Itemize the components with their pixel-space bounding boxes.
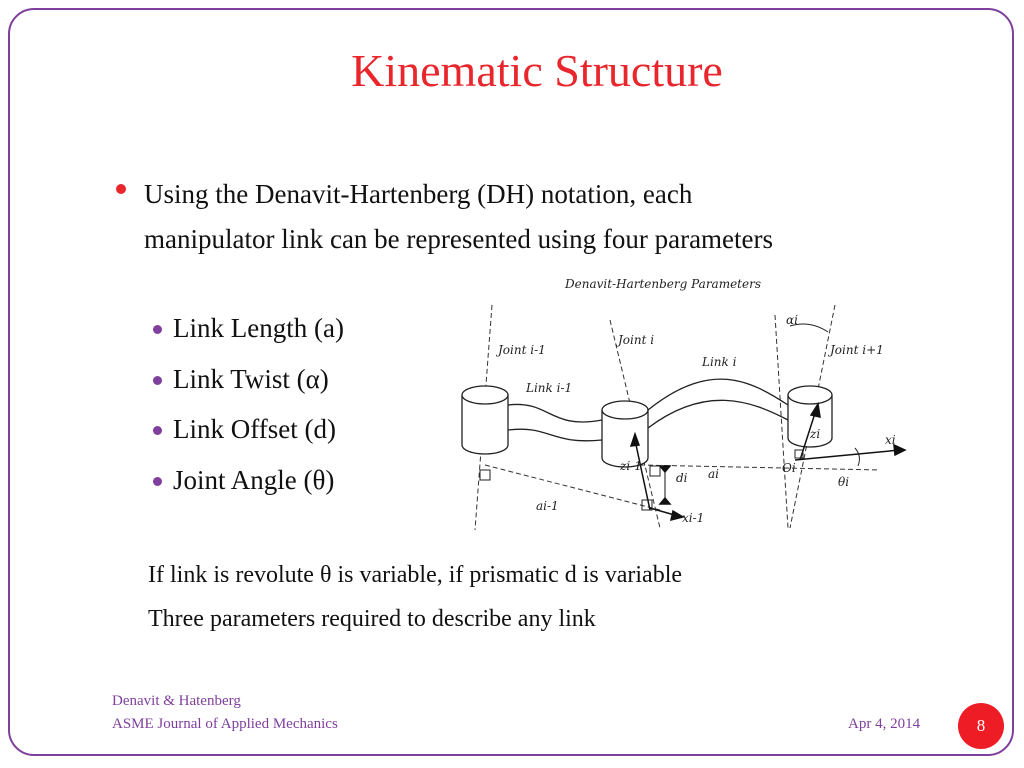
note-revolute: If link is revolute θ is variable, if prismatic d is variable — [148, 562, 683, 588]
footer-authors: Denavit & Hatenberg — [112, 693, 241, 709]
label-joint-next: Joint i+1 — [830, 343, 884, 357]
param-item — [153, 313, 344, 344]
common-normal-i — [640, 465, 880, 470]
footer-date: Apr 4, 2014 — [848, 716, 921, 732]
label-d: di — [676, 471, 688, 485]
page-number-badge: 8 — [958, 703, 1004, 749]
label-theta: θi — [838, 475, 850, 489]
slide-title: Kinematic Structure — [351, 45, 723, 96]
bullet-dot — [116, 184, 126, 194]
label-z-prev: zi-1 — [620, 459, 642, 473]
label-a-prev: ai-1 — [536, 499, 559, 513]
label-x-i: xi — [885, 433, 896, 447]
sub-bullet-dot — [153, 325, 162, 334]
axis-joint-next — [775, 315, 788, 528]
label-z-i: zi — [810, 427, 821, 441]
param-link-twist: Link Twist (α) — [173, 364, 329, 394]
label-joint-i: Joint i — [618, 333, 655, 347]
label-origin: Oi — [782, 461, 796, 475]
note-three-params: Three parameters required to describe any link — [148, 606, 596, 632]
link-prev — [508, 404, 602, 422]
param-link-offset: Link Offset (d) — [173, 414, 336, 444]
main-bullet — [116, 172, 916, 262]
label-joint-prev: Joint i-1 — [498, 343, 546, 357]
link-i — [648, 379, 788, 410]
dh-diagram — [450, 270, 920, 538]
label-link-prev: Link i-1 — [526, 381, 573, 395]
label-a: ai — [708, 467, 719, 481]
label-alpha: αi — [786, 313, 798, 327]
sub-bullet-dot — [153, 426, 162, 435]
param-joint-angle: Joint Angle (θ) — [173, 465, 335, 495]
sub-bullet-dot — [153, 477, 162, 486]
param-link-length: Link Length (a) — [173, 313, 344, 343]
main-bullet-line2: manipulator link can be represented using four parameters — [144, 224, 774, 254]
label-link-i: Link i — [702, 355, 737, 369]
param-item — [153, 364, 329, 395]
main-bullet-line1: Using the Denavit-Hartenberg (DH) notation, each — [144, 179, 693, 209]
diagram-title: Denavit-Hartenberg Parameters — [565, 277, 762, 291]
label-x-prev: xi-1 — [682, 511, 705, 525]
footer-journal: ASME Journal of Applied Mechanics — [112, 716, 338, 732]
footer-citation — [112, 690, 338, 736]
param-item — [153, 465, 334, 496]
sub-bullet-dot — [153, 376, 162, 385]
param-item — [153, 414, 336, 445]
